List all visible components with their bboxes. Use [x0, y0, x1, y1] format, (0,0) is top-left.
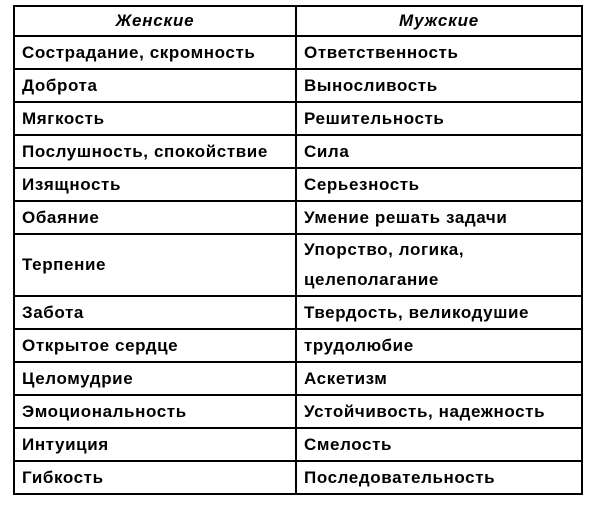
- feminine-trait: Мягкость: [14, 102, 296, 135]
- masculine-trait: Упорство, логика, целеполагание: [296, 234, 582, 296]
- masculine-trait: Смелость: [296, 428, 582, 461]
- masculine-trait: Сила: [296, 135, 582, 168]
- table-row: [14, 395, 582, 428]
- header-feminine: Женские: [14, 6, 296, 36]
- masculine-trait: Аскетизм: [296, 362, 582, 395]
- feminine-trait: Интуиция: [14, 428, 296, 461]
- table-row: [14, 461, 582, 494]
- feminine-trait: Изящность: [14, 168, 296, 201]
- header-masculine: Мужские: [296, 6, 582, 36]
- feminine-trait: Гибкость: [14, 461, 296, 494]
- table-row: [14, 296, 582, 329]
- masculine-trait: Выносливость: [296, 69, 582, 102]
- masculine-trait: Серьезность: [296, 168, 582, 201]
- masculine-trait: Умение решать задачи: [296, 201, 582, 234]
- masculine-trait: Последовательность: [296, 461, 582, 494]
- table-row: [14, 329, 582, 362]
- feminine-trait: Обаяние: [14, 201, 296, 234]
- feminine-trait: Эмоциональность: [14, 395, 296, 428]
- table-row: [14, 102, 582, 135]
- table-row: [14, 69, 582, 102]
- masculine-trait: Решительность: [296, 102, 582, 135]
- traits-table: [13, 5, 583, 495]
- feminine-trait: Доброта: [14, 69, 296, 102]
- table-row: [14, 428, 582, 461]
- table-row: [14, 362, 582, 395]
- table-header-row: [14, 6, 582, 36]
- feminine-trait: Целомудрие: [14, 362, 296, 395]
- feminine-trait: Терпение: [14, 234, 296, 296]
- table-row: [14, 201, 582, 234]
- table-row: [14, 234, 582, 296]
- masculine-trait: Твердость, великодушие: [296, 296, 582, 329]
- table-row: [14, 36, 582, 69]
- table-row: [14, 168, 582, 201]
- masculine-trait: Ответственность: [296, 36, 582, 69]
- table-row: [14, 135, 582, 168]
- feminine-trait: Открытое сердце: [14, 329, 296, 362]
- feminine-trait: Послушность, спокойствие: [14, 135, 296, 168]
- masculine-trait: Устойчивость, надежность: [296, 395, 582, 428]
- feminine-trait: Сострадание, скромность: [14, 36, 296, 69]
- masculine-trait: трудолюбие: [296, 329, 582, 362]
- feminine-trait: Забота: [14, 296, 296, 329]
